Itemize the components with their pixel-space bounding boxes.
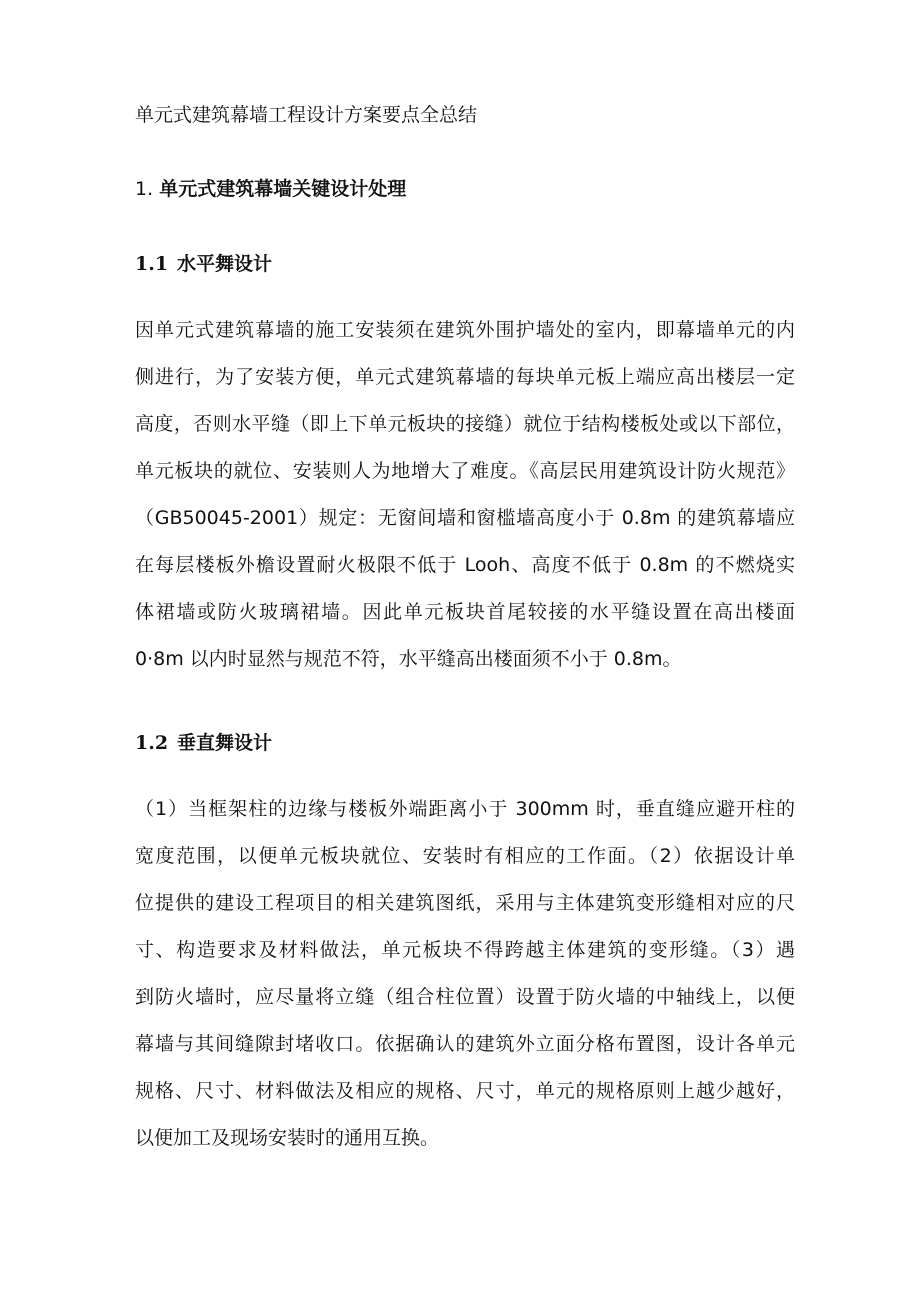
paragraph-line: 单元板块的就位、安装则人为地增大了难度。《高层民用建筑设计防火规范》 [135, 460, 795, 482]
paragraph-line: （GB50045-2001）规定：无窗间墙和窗槛墙高度小于 0.8m 的建筑幕墙应 [135, 507, 795, 529]
section-1-2-paragraph [135, 786, 795, 1162]
section-1-1-number: 1.1 [135, 253, 169, 275]
document-title: 单元式建筑幕墙工程设计方案要点全总结 [135, 104, 478, 126]
paragraph-line: 高度，否则水平缝（即上下单元板块的接缝）就位于结构楼板处或以下部位， [135, 413, 795, 435]
paragraph-line: 因单元式建筑幕墙的施工安装须在建筑外围护墙处的室内，即幕墙单元的内 [135, 319, 795, 341]
section-1-1-title: 水平舞设计 [177, 253, 273, 275]
paragraph-line: 以便加工及现场安装时的通用互换。 [135, 1127, 440, 1149]
paragraph-line: 位提供的建设工程项目的相关建筑图纸，采用与主体建筑变形缝相对应的尺 [135, 892, 795, 914]
section-1-number: 1. [135, 178, 154, 200]
section-1-2-heading [135, 728, 272, 758]
paragraph-line: 宽度范围，以便单元板块就位、安装时有相应的工作面。（2）依据设计单 [135, 845, 795, 867]
paragraph-line: 0·8m 以内时显然与规范不符，水平缝高出楼面须不小于 0.8m。 [135, 648, 682, 670]
section-1-2-title: 垂直舞设计 [177, 732, 273, 754]
paragraph-line: 幕墙与其间缝隙封堵收口。依据确认的建筑外立面分格布置图，设计各单元 [135, 1033, 795, 1055]
paragraph-line: 在每层楼板外檐设置耐火极限不低于 Looh、高度不低于 0.8m 的不燃烧实 [135, 554, 795, 576]
paragraph-line: 体裙墙或防火玻璃裙墙。因此单元板块首尾较接的水平缝设置在高出楼面 [135, 601, 795, 623]
paragraph-line: 侧进行，为了安装方便，单元式建筑幕墙的每块单元板上端应高出楼层一定 [135, 366, 795, 388]
paragraph-line: （1）当框架柱的边缘与楼板外端距离小于 300mm 时，垂直缝应避开柱的 [135, 798, 795, 820]
section-1-1-heading [135, 249, 272, 279]
section-1-heading [135, 174, 406, 204]
paragraph-line: 到防火墙时，应尽量将立缝（组合柱位置）设置于防火墙的中轴线上，以便 [135, 986, 795, 1008]
section-1-title: 单元式建筑幕墙关键设计处理 [159, 178, 407, 200]
paragraph-line: 规格、尺寸、材料做法及相应的规格、尺寸，单元的规格原则上越少越好， [135, 1080, 795, 1102]
paragraph-line: 寸、构造要求及材料做法，单元板块不得跨越主体建筑的变形缝。（3）遇 [135, 939, 795, 961]
section-1-2-number: 1.2 [135, 732, 169, 754]
section-1-1-paragraph [135, 307, 795, 683]
